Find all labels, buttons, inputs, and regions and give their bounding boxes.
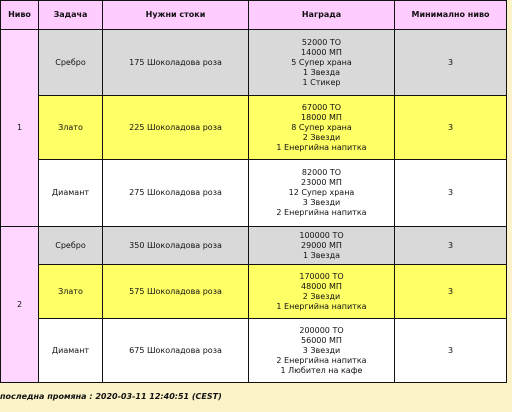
stock-cell: 675 Шоколадова роза xyxy=(103,319,249,383)
reward-line: 1 Енергийна напитка xyxy=(276,142,367,152)
min-level-cell: 3 xyxy=(395,227,507,265)
task-cell: Диамант xyxy=(39,160,103,227)
reward-cell xyxy=(249,319,395,383)
reward-line: 2 Звезди xyxy=(302,132,341,142)
reward-line: 1 Звезда xyxy=(302,67,341,77)
reward-line: 52000 ТО xyxy=(301,37,342,47)
min-level-cell: 3 xyxy=(395,96,507,160)
table-row xyxy=(1,96,507,160)
reward-line: 1 Стикер xyxy=(302,77,341,87)
reward-line: 170000 ТО xyxy=(299,271,344,281)
stock-cell: 575 Шоколадова роза xyxy=(103,265,249,319)
table-row xyxy=(1,160,507,227)
header-level: Ниво xyxy=(1,1,39,30)
min-level-cell: 3 xyxy=(395,265,507,319)
stock-cell: 275 Шоколадова роза xyxy=(103,160,249,227)
reward-line: 48000 МП xyxy=(301,281,342,291)
reward-line: 3 Звезди xyxy=(302,198,341,207)
reward-line: 29000 МП xyxy=(301,240,342,250)
task-cell: Сребро xyxy=(39,227,103,265)
reward-line: 100000 ТО xyxy=(299,230,344,240)
reward-cell xyxy=(249,265,395,319)
reward-line: 67000 ТО xyxy=(301,102,342,112)
reward-line: 200000 ТО xyxy=(299,325,344,335)
table-row xyxy=(1,227,507,265)
reward-line: 1 Звезда xyxy=(302,250,341,260)
reward-line: 1 Любител на кафе xyxy=(280,365,363,375)
reward-line: 5 Супер храна xyxy=(291,57,352,67)
table-row xyxy=(1,319,507,383)
reward-cell xyxy=(249,96,395,160)
header-task: Задача xyxy=(39,1,103,30)
table-header-row xyxy=(1,1,507,30)
reward-cell xyxy=(249,227,395,265)
stock-cell: 175 Шоколадова роза xyxy=(103,30,249,96)
header-reward: Награда xyxy=(249,1,395,30)
task-cell: Злато xyxy=(39,265,103,319)
header-needed-stock: Нужни стоки xyxy=(103,1,249,30)
reward-line: 14000 МП xyxy=(301,47,342,57)
level-cell: 2 xyxy=(1,227,39,383)
level-cell: 1 xyxy=(1,30,39,227)
header-min-level: Минимално ниво xyxy=(395,1,507,30)
reward-line: 2 Енергийна напитка xyxy=(276,208,367,217)
reward-line: 82000 ТО xyxy=(301,168,342,177)
table-row xyxy=(1,30,507,96)
min-level-cell: 3 xyxy=(395,160,507,227)
reward-line: 2 Звезди xyxy=(302,291,341,301)
min-level-cell: 3 xyxy=(395,319,507,383)
reward-line: 8 Супер храна xyxy=(291,122,352,132)
last-modified-footer: последна промяна : 2020-03-11 12:40:51 (CEST) xyxy=(0,392,222,401)
task-cell: Диамант xyxy=(39,319,103,383)
stock-cell: 225 Шоколадова роза xyxy=(103,96,249,160)
min-level-cell: 3 xyxy=(395,30,507,96)
reward-line: 2 Енергийна напитка xyxy=(276,355,367,365)
reward-line: 1 Енергийна напитка xyxy=(276,301,367,311)
reward-cell xyxy=(249,30,395,96)
reward-line: 56000 МП xyxy=(301,335,342,345)
reward-cell xyxy=(249,160,395,227)
stock-cell: 350 Шоколадова роза xyxy=(103,227,249,265)
reward-line: 3 Звезди xyxy=(302,345,341,355)
reward-line: 12 Супер храна xyxy=(288,188,355,197)
task-cell: Сребро xyxy=(39,30,103,96)
reward-line: 18000 МП xyxy=(301,112,342,122)
reward-line: 23000 МП xyxy=(301,178,342,187)
task-cell: Злато xyxy=(39,96,103,160)
table-row xyxy=(1,265,507,319)
